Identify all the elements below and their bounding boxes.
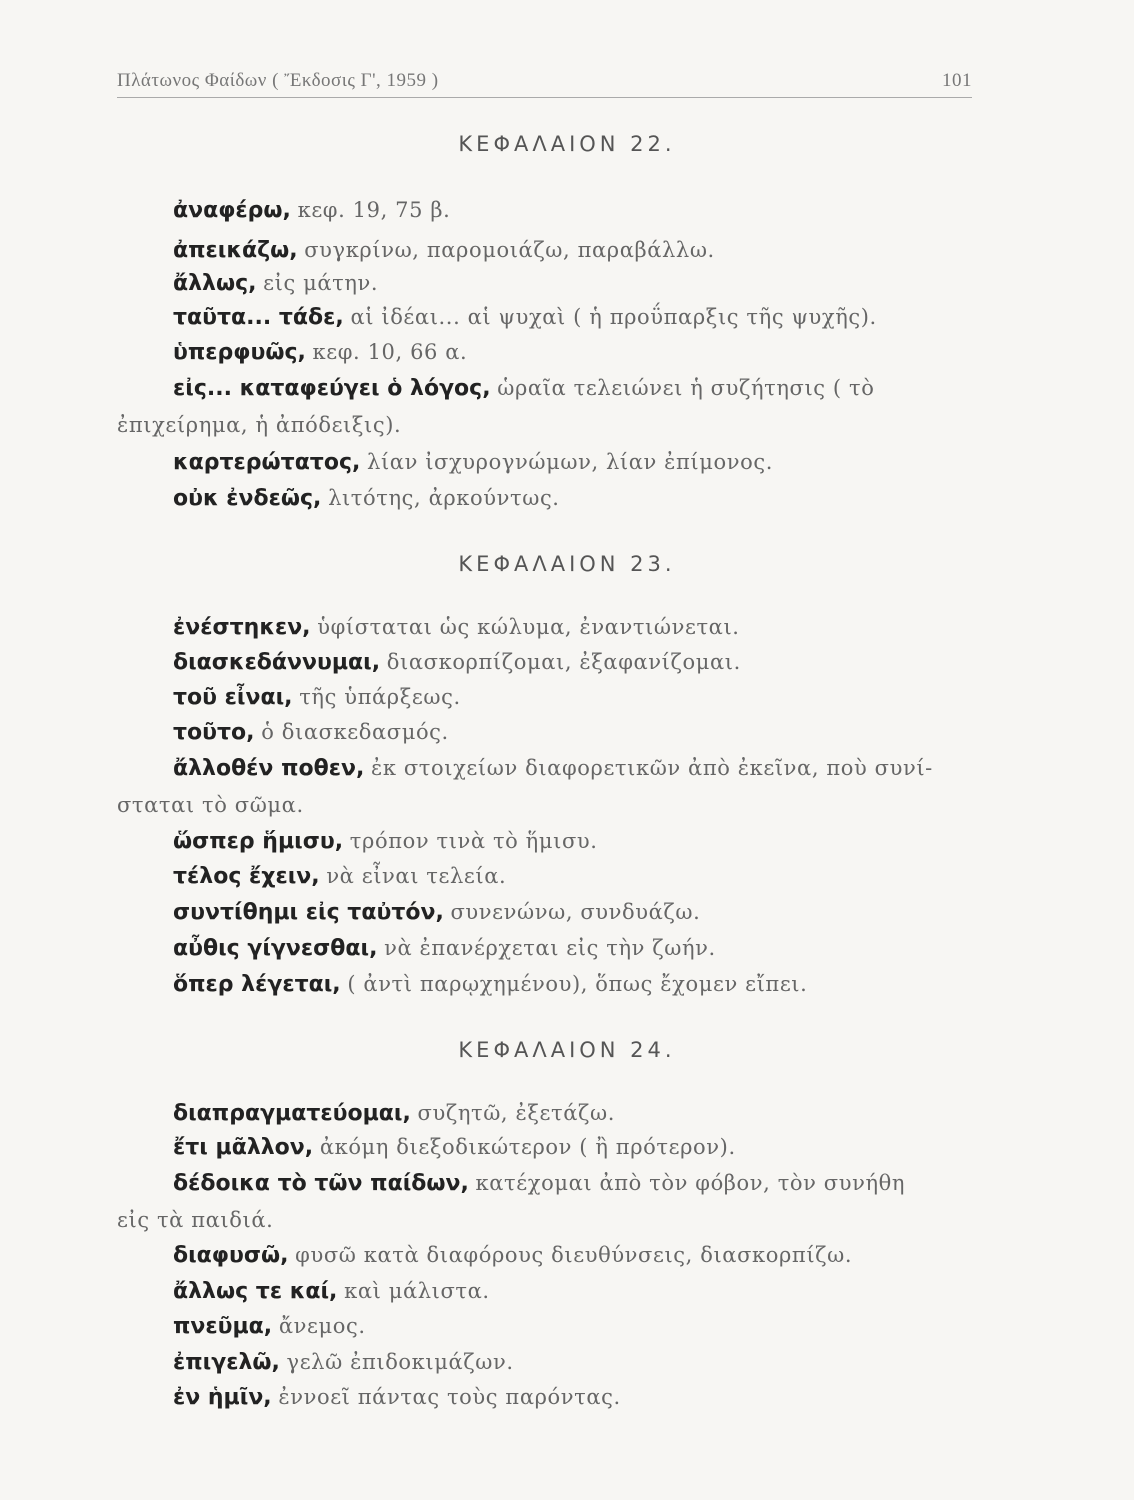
entry-gloss: συζητῶ, ἐξετάζω.: [417, 1101, 615, 1125]
chapter-heading: ΚΕΦΑΛΑΙΟΝ 23.: [458, 552, 676, 576]
running-head-title: Πλάτωνος Φαίδων ( Ἔκδοσις Γ', 1959 ): [117, 70, 439, 91]
entry-gloss: καὶ μάλιστα.: [344, 1279, 490, 1303]
entry-lemma: διαφυσῶ,: [173, 1243, 289, 1268]
entry-gloss: ὁ διασκεδασμός.: [261, 720, 449, 744]
entry-gloss: ἐννοεῖ πάντας τοὺς παρόντας.: [278, 1385, 621, 1409]
entry-lemma: ἀπεικάζω,: [173, 238, 298, 263]
entry-gloss: λίαν ἰσχυρογνώμων, λίαν ἐπίμονος.: [367, 450, 773, 474]
entry-lemma: τοῦ εἶναι,: [173, 685, 293, 710]
entry-gloss: λιτότης, ἀρκούντως.: [328, 486, 560, 510]
entry-gloss: φυσῶ κατὰ διαφόρους διευθύνσεις, διασκορπίζω.: [295, 1243, 853, 1267]
glossary-entry: [173, 1098, 983, 1129]
glossary-entry: [173, 1311, 983, 1342]
entry-gloss-continuation: ἐπιχείρημα, ἡ ἀπόδειξις).: [117, 413, 402, 437]
glossary-entry: [173, 483, 983, 514]
entry-lemma: καρτερώτατος,: [173, 450, 361, 475]
glossary-entry: [173, 1132, 983, 1163]
entry-lemma: ταῦτα... τάδε,: [173, 305, 344, 330]
entry-gloss: συγκρίνω, παρομοιάζω, παραβάλλω.: [304, 238, 715, 262]
glossary-entry: [173, 195, 983, 226]
glossary-entry: [173, 682, 983, 713]
entry-lemma: διαπραγματεύομαι,: [173, 1101, 411, 1126]
glossary-entry: [173, 268, 983, 299]
entry-gloss: κατέχομαι ἀπὸ τὸν φόβον, τὸν συνήθη: [475, 1171, 906, 1195]
entry-lemma: ὥσπερ ἥμισυ,: [173, 829, 344, 854]
entry-lemma: συντίθημι εἰς ταὐτόν,: [173, 900, 444, 925]
glossary-entry: [173, 717, 983, 748]
entry-lemma: δέδοικα τὸ τῶν παίδων,: [173, 1171, 469, 1196]
entry-gloss: τῆς ὑπάρξεως.: [299, 685, 461, 709]
entry-gloss: ὑφίσταται ὡς κώλυμα, ἐναντιώνεται.: [317, 615, 740, 639]
entry-gloss-continuation: σταται τὸ σῶμα.: [117, 793, 304, 817]
glossary-entry: [173, 447, 983, 478]
glossary-entry: [173, 337, 983, 368]
glossary-entry: [173, 1276, 983, 1307]
page-number: 101: [942, 70, 972, 91]
entry-lemma: ὑπερφυῶς,: [173, 340, 306, 365]
glossary-entry: [173, 647, 983, 678]
entry-lemma: ἔτι μᾶλλον,: [173, 1135, 314, 1160]
entry-lemma: ὅπερ λέγεται,: [173, 972, 341, 997]
entry-gloss: ( ἀντὶ παρῳχημένου), ὅπως ἔχομεν εἴπει.: [347, 972, 808, 996]
entry-gloss: τρόπον τινὰ τὸ ἥμισυ.: [349, 829, 598, 853]
entry-lemma: αὖθις γίγνεσθαι,: [173, 936, 378, 961]
entry-gloss: κεφ. 19, 75 β.: [297, 198, 451, 222]
entry-lemma: διασκεδάννυμαι,: [173, 650, 381, 675]
entry-lemma: ἐπιγελῶ,: [173, 1350, 280, 1375]
entry-gloss: γελῶ ἐπιδοκιμάζων.: [286, 1350, 514, 1374]
entry-lemma: τέλος ἔχειν,: [173, 864, 320, 889]
entry-gloss: ἄνεμος.: [278, 1314, 366, 1338]
glossary-entry: [173, 373, 983, 404]
glossary-entry: [173, 1240, 983, 1271]
glossary-entry: [173, 235, 983, 266]
glossary-entry: [173, 753, 983, 784]
entry-gloss: εἰς μάτην.: [263, 271, 379, 295]
glossary-entry: [173, 612, 983, 643]
entry-lemma: ἄλλοθέν ποθεν,: [173, 756, 365, 781]
entry-gloss: ὡραῖα τελειώνει ἡ συζήτησις ( τὸ: [497, 376, 875, 400]
glossary-entry: [173, 861, 983, 892]
glossary-entry: [173, 1347, 983, 1378]
entry-gloss: ἀκόμη διεξοδικώτερον ( ἢ πρότερον).: [319, 1135, 736, 1159]
glossary-entry: [173, 826, 983, 857]
entry-gloss: νὰ ἐπανέρχεται εἰς τὴν ζωήν.: [384, 936, 716, 960]
entry-lemma: εἰς... καταφεύγει ὁ λόγος,: [173, 376, 491, 401]
entry-gloss: νὰ εἶναι τελεία.: [326, 864, 507, 888]
entry-lemma: τοῦτο,: [173, 720, 255, 745]
entry-gloss: κεφ. 10, 66 α.: [312, 340, 468, 364]
entry-gloss: αἱ ἰδέαι... αἱ ψυχαὶ ( ἡ προΰπαρξις τῆς ψυχῆς).: [350, 305, 877, 329]
glossary-entry: [173, 1168, 983, 1199]
entry-lemma: ἄλλως,: [173, 271, 257, 296]
entry-lemma: ἐν ἡμῖν,: [173, 1385, 272, 1410]
glossary-entry: [173, 897, 983, 928]
entry-lemma: πνεῦμα,: [173, 1314, 273, 1339]
header-rule: [117, 97, 972, 98]
entry-lemma: ἀναφέρω,: [173, 198, 291, 223]
glossary-entry: [173, 302, 983, 333]
chapter-heading: ΚΕΦΑΛΑΙΟΝ 24.: [458, 1038, 676, 1062]
glossary-entry: [173, 969, 983, 1000]
entry-lemma: ἐνέστηκεν,: [173, 615, 311, 640]
entry-gloss: διασκορπίζομαι, ἐξαφανίζομαι.: [386, 650, 741, 674]
entry-gloss: συνενώνω, συνδυάζω.: [450, 900, 701, 924]
glossary-entry: [173, 933, 983, 964]
entry-lemma: οὐκ ἐνδεῶς,: [173, 486, 322, 511]
entry-gloss: ἐκ στοιχείων διαφορετικῶν ἀπὸ ἐκεῖνα, ποὺ συνί-: [370, 756, 933, 780]
entry-gloss-continuation: εἰς τὰ παιδιά.: [117, 1208, 274, 1232]
chapter-heading: ΚΕΦΑΛΑΙΟΝ 22.: [458, 132, 676, 156]
glossary-entry: [173, 1382, 983, 1413]
entry-lemma: ἄλλως τε καί,: [173, 1279, 338, 1304]
